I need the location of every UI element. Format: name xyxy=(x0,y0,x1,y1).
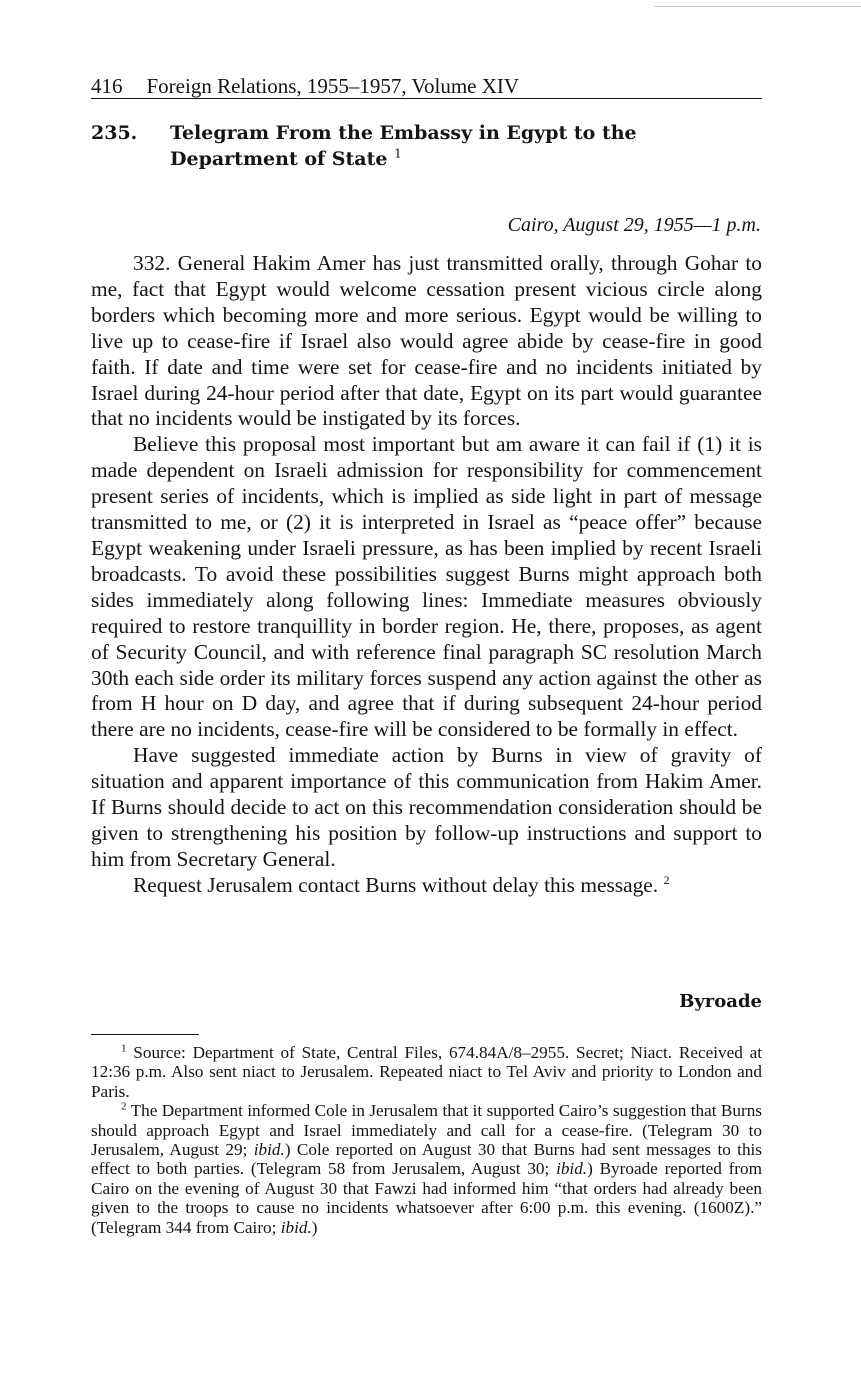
footnote-2-ibid-1: ibid. xyxy=(253,1140,285,1160)
last-paragraph-text: Request Jerusalem contact Burns without delay this message. xyxy=(133,872,659,897)
footnote-2-ibid-3: ibid. xyxy=(280,1217,312,1237)
dateline: Cairo, August 29, 1955—1 p.m. xyxy=(507,214,761,236)
footnote-divider xyxy=(91,1034,199,1035)
body-paragraph: Believe this proposal most important but am aware it can fail if (1) it is made dependent on Israeli admission for responsibility for commencement present series of incidents, which is implied as side light in part of message transmitted to me, or (2) it is interpreted in Israel as “peace offer” because Egypt weakening under Israeli pressure, as has been implied by recent Israeli broadcasts. To avoid these possibilities suggest Burns might approach both sides immediately along following lines: Immediate measures obviously required to restore tranquillity in border region. He, there, proposes, as agent of Security Council, and with reference final paragraph SC resolution March 30th each side order its military forces suspend any action against the other as from H hour on D day, and agree that if during subsequent 24-hour period there are no incidents, cease-fire will be considered to be formally in effect. xyxy=(91,432,762,742)
footnotes xyxy=(91,1043,762,1237)
document-title xyxy=(170,120,770,172)
footnote-2 xyxy=(91,1101,762,1237)
running-header xyxy=(91,74,762,99)
document-title-text: Telegram From the Embassy in Egypt to the Department of State xyxy=(170,122,637,170)
footnote-1 xyxy=(91,1043,762,1101)
footnote-ref-2[interactable]: 2 xyxy=(663,872,670,887)
body-paragraph-last xyxy=(91,873,762,899)
telegram-body xyxy=(91,251,762,899)
body-paragraph: Have suggested immediate action by Burns in view of gravity of situation and apparent importance of this communication from Hakim Amer. If Burns should decide to act on this recommendation consideration should be given to strengthening his position by follow-up instructions and support to him from Secretary General. xyxy=(91,743,762,871)
footnote-1-mark: 1 xyxy=(121,1042,127,1055)
signature: Byroade xyxy=(679,991,762,1012)
footnote-1-text: Source: Department of State, Central Files, 674.84A/8–2955. Secret; Niact. Received at 12:36 p.m. Also sent niact to Jerusalem. Repeated niact to Tel Aviv and priority to London and Paris. xyxy=(91,1043,762,1101)
top-edge-line xyxy=(654,6,861,7)
page-number: 416 xyxy=(91,74,123,98)
footnote-2-mark: 2 xyxy=(121,1100,127,1113)
body-paragraph: 332. General Hakim Amer has just transmitted orally, through Gohar to me, fact that Egypt would welcome cessation present vicious circle along borders which becoming more and more serious. Egypt would be willing to live up to cease-fire if Israel also would agree abide by cease-fire in good faith. If date and time were set for cease-fire and no incidents initiated by Israel during 24-hour period after that date, Egypt on its part would guarantee that no incidents would be instigated by its forces. xyxy=(91,251,762,431)
document-number: 235. xyxy=(91,122,138,144)
footnote-2-text-part1: The Department informed Cole in Jerusalem that it supported Cairo’s suggestion that Burns should approach Egypt and Israel immediately and call for a cease-fire. (Telegram 30 to Jerusalem, August 29; xyxy=(91,1101,762,1160)
footnote-2-text-part4: ) xyxy=(311,1217,318,1237)
footnote-2-ibid-2: ibid. xyxy=(556,1159,588,1179)
footnote-2-text-part3: ) Byroade reported from Cairo on the evening of August 30 that Fawzi had informed him “that orders had already been given to the troops to cause no incidents whatsoever after 6:00 p.m. this evening. (1600Z).” (Telegram 344 from Cairo; xyxy=(91,1159,762,1237)
footnote-ref-1[interactable]: 1 xyxy=(394,146,402,161)
running-title: Foreign Relations, 1955–1957, Volume XIV xyxy=(146,74,520,98)
footnote-2-text-part2: ) Cole reported on August 30 that Burns had sent messages to this effect to both parties. (Telegram 58 from Jerusalem, August 30; xyxy=(91,1140,762,1179)
